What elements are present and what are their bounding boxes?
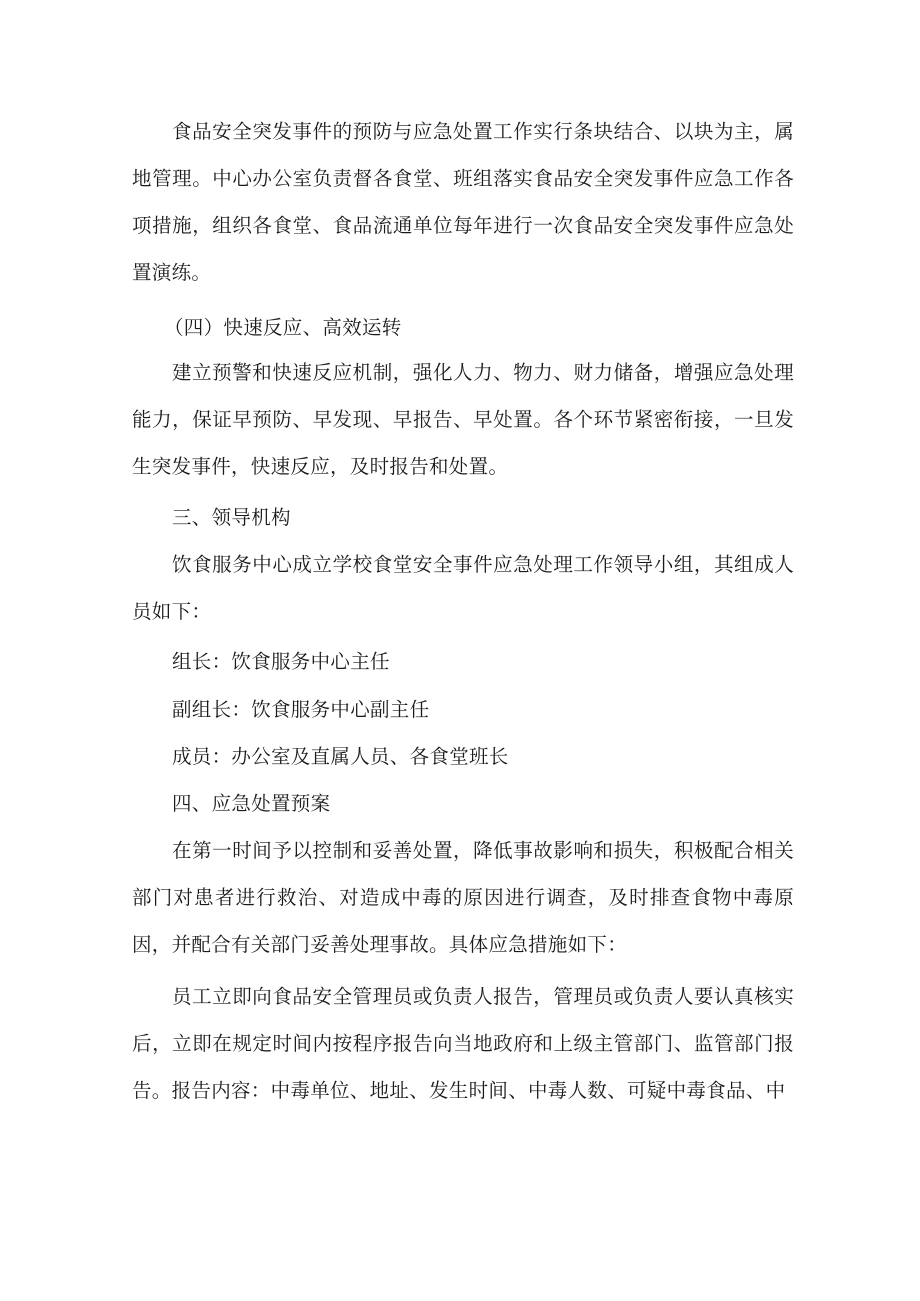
paragraph-group-leader: 组长：饮食服务中心主任: [172, 650, 390, 673]
paragraph-warning-mechanism: 建立预警和快速反应机制，强化人力、物力、财力储备，增强应急处理能力，保证早预防、早发现、早报告、早处置。各个环节紧密衔接，一旦发生突发事件，快速反应，及时报告和处置。: [132, 361, 794, 478]
paragraph-prevention-handling: 食品安全突发事件的预防与应急处置工作实行条块结合、以块为主，属地管理。中心办公室负责督各食堂、班组落实食品安全突发事件应急工作各项措施，组织各食堂、食品流通单位每年进行一次食品安全突发事件应急处置演练。: [132, 120, 794, 284]
paragraph-deputy-leader: 副组长：饮食服务中心副主任: [172, 698, 430, 721]
paragraph-leadership-group: 饮食服务中心成立学校食堂安全事件应急处理工作领导小组，其组成人员如下：: [132, 553, 794, 623]
subheading-rapid-response: （四）快速反应、高效运转: [164, 316, 402, 339]
heading-emergency-plan: 四、应急处置预案: [172, 792, 331, 815]
paragraph-first-response: 在第一时间予以控制和妥善处置，降低事故影响和损失，积极配合相关部门对患者进行救治、对造成中毒的原因进行调查，及时排查食物中毒原因，并配合有关部门妥善处理事故。具体应急措施如下：: [132, 839, 794, 956]
paragraph-reporting: 员工立即向食品安全管理员或负责人报告，管理员或负责人要认真核实后，立即在规定时间内按程序报告向当地政府和上级主管部门、监管部门报告。报告内容：中毒单位、地址、发生时间、中毒人数、可疑中毒食品、中: [132, 985, 794, 1102]
heading-leadership: 三、领导机构: [172, 506, 291, 529]
paragraph-members: 成员：办公室及直属人员、各食堂班长: [172, 745, 509, 768]
